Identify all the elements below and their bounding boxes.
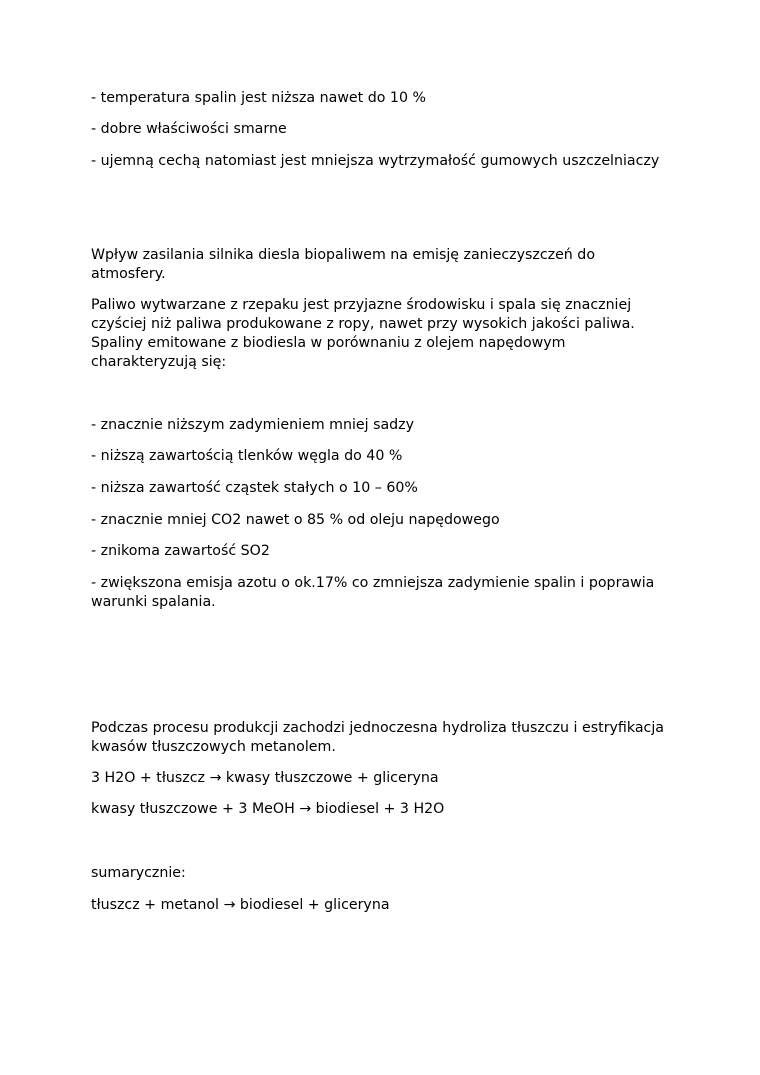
list-item: - dobre właściwości smarne (91, 121, 287, 137)
section-heading: Wpływ zasilania silnika diesla biopaliwem na emisję zanieczyszczeń do atmosfery. (91, 247, 595, 282)
paragraph: Podczas procesu produkcji zachodzi jednoczesna hydroliza tłuszczu i estryfikacja kwasów tłuszczowych metanolem. (91, 720, 664, 755)
paragraph: Paliwo wytwarzane z rzepaku jest przyjazne środowisku i spala się znaczniej czyściej niż paliwa produkowane z ropy, nawet przy wysokich jakości paliwa. Spaliny emitowane z biodiesla w porównaniu z olejem napędowym charakteryzują się: (91, 297, 635, 370)
list-item: - znacznie niższym zadymieniem mniej sadzy (91, 417, 415, 433)
list-item: - ujemną cechą natomiast jest mniejsza wytrzymałość gumowych uszczelniaczy (91, 153, 660, 169)
list-item: - znacznie mniej CO2 nawet o 85 % od oleju napędowego (91, 512, 500, 528)
list-item: - zwiększona emisja azotu o ok.17% co zmniejsza zadymienie spalin i poprawia warunki spalania. (91, 575, 655, 610)
list-item: - znikoma zawartość SO2 (91, 543, 270, 559)
list-item: - temperatura spalin jest niższa nawet do 10 % (91, 90, 426, 106)
equation: tłuszcz + metanol → biodiesel + gliceryna (91, 897, 390, 913)
equation: 3 H2O + tłuszcz → kwasy tłuszczowe + gliceryna (91, 770, 439, 786)
equation: kwasy tłuszczowe + 3 MeOH → biodiesel + 3 H2O (91, 801, 445, 817)
list-item: - niższą zawartością tlenków węgla do 40 % (91, 448, 403, 464)
list-item: - niższa zawartość cząstek stałych o 10 – 60% (91, 480, 418, 496)
summary-label: sumarycznie: (91, 865, 186, 881)
